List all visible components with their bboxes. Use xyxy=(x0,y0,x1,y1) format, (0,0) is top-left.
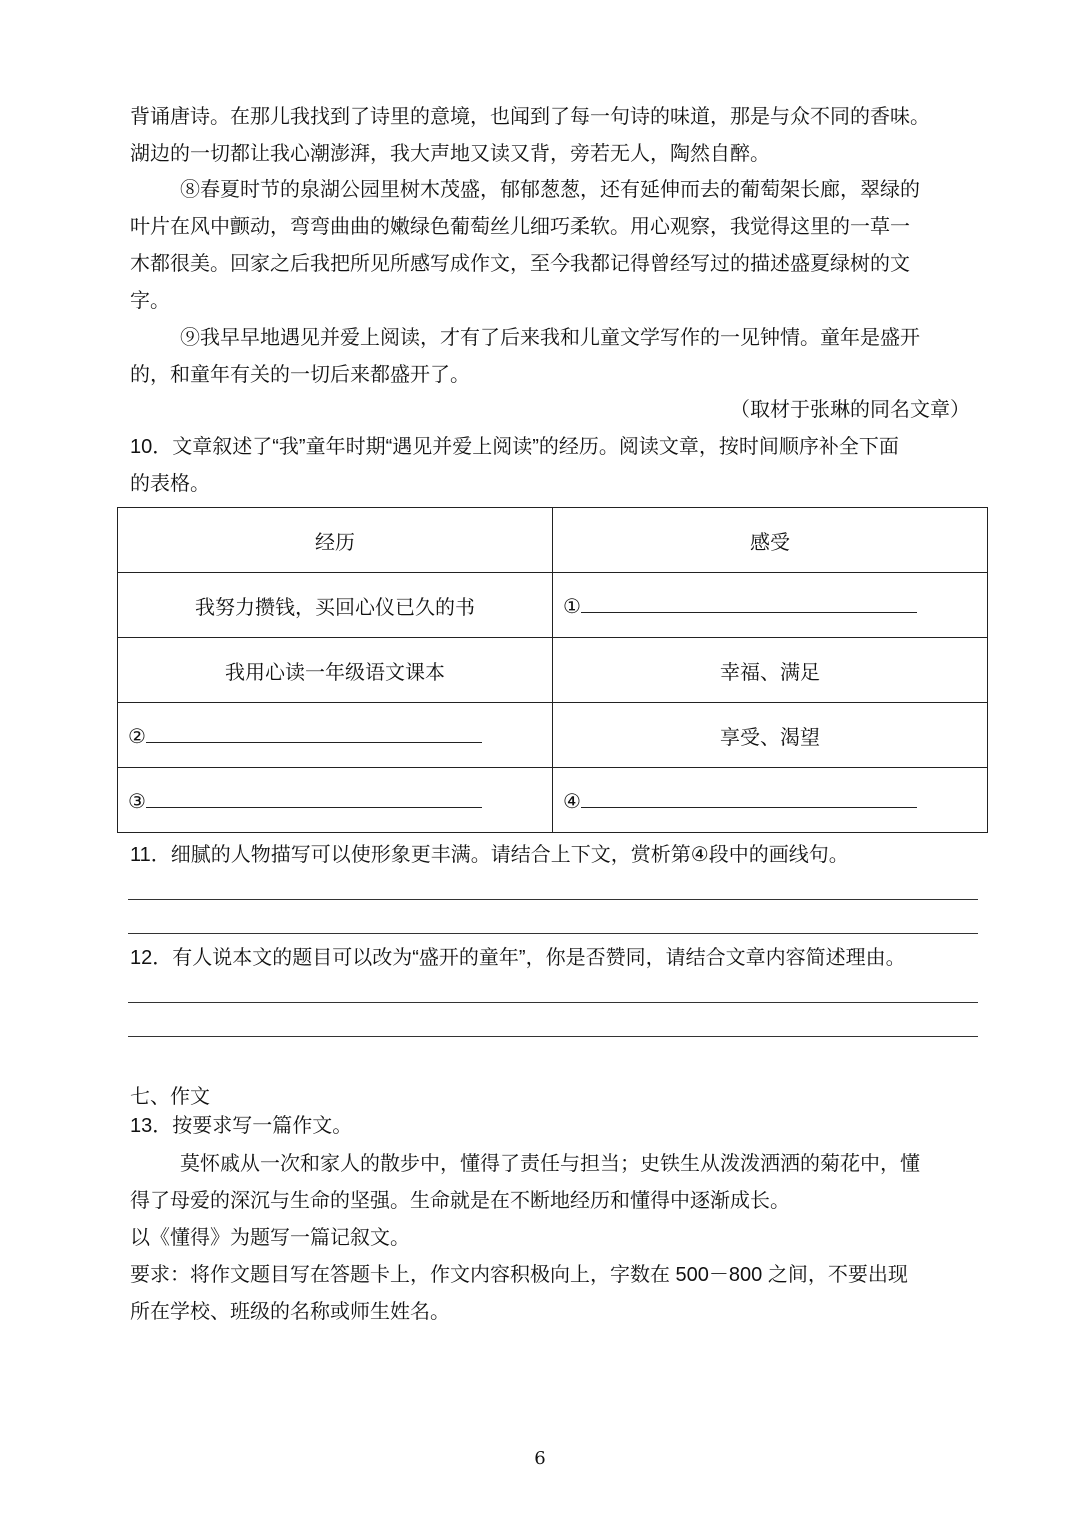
answer-line[interactable] xyxy=(128,1002,978,1003)
experience-table xyxy=(117,507,988,833)
question-11-text: 11．细腻的人物描写可以使形象更丰满。请结合上下文，赏析第④段中的画线句。 xyxy=(130,844,849,866)
question-12-text: 12．有人说本文的题目可以改为“盛开的童年”，你是否赞同，请结合文章内容简述理由。 xyxy=(130,947,906,969)
answer-blank-line[interactable] xyxy=(581,787,917,808)
table-header: 经历 xyxy=(118,508,553,573)
passage-line: 的，和童年有关的一切后来都盛开了。 xyxy=(130,362,470,386)
table-header: 感受 xyxy=(553,508,988,573)
answer-blank-cell[interactable] xyxy=(553,768,988,833)
passage-line: ⑧春夏时节的泉湖公园里树木茂盛，郁郁葱葱，还有延伸而去的葡萄架长廊，翠绿的 xyxy=(180,177,920,201)
circled-number: ① xyxy=(563,595,581,618)
passage-line: 背诵唐诗。在那儿我找到了诗里的意境，也闻到了每一句诗的味道，那是与众不同的香味。 xyxy=(130,104,930,128)
passage-line: 字。 xyxy=(130,288,170,312)
essay-prompt-line: 莫怀戚从一次和家人的散步中，懂得了责任与担当；史铁生从泼泼洒洒的菊花中，懂 xyxy=(180,1151,920,1175)
answer-blank-cell[interactable] xyxy=(553,573,988,638)
answer-blank-line[interactable] xyxy=(146,722,482,743)
answer-blank-cell[interactable] xyxy=(118,768,553,833)
circled-number: ④ xyxy=(563,790,581,813)
page-number: 6 xyxy=(534,1448,546,1469)
circled-number: ③ xyxy=(128,790,146,813)
table-header-row xyxy=(118,508,988,573)
table-row xyxy=(118,703,988,768)
passage-line: 叶片在风中颤动，弯弯曲曲的嫩绿色葡萄丝儿细巧柔软。用心观察，我觉得这里的一草一 xyxy=(130,214,910,238)
answer-blank-line[interactable] xyxy=(146,787,482,808)
answer-blank-cell[interactable] xyxy=(118,703,553,768)
table-cell: 我努力攒钱，买回心仪已久的书 xyxy=(118,573,553,638)
passage-line: 湖边的一切都让我心潮澎湃，我大声地又读又背，旁若无人，陶然自醉。 xyxy=(130,141,770,165)
question-10-text: 10．文章叙述了“我”童年时期“遇见并爱上阅读”的经历。阅读文章，按时间顺序补全下面 xyxy=(130,436,899,458)
passage-line: 木都很美。回家之后我把所见所感写成作文，至今我都记得曾经写过的描述盛夏绿树的文 xyxy=(130,251,910,275)
passage-line: ⑨我早早地遇见并爱上阅读，才有了后来我和儿童文学写作的一见钟情。童年是盛开 xyxy=(180,325,920,349)
table-cell: 我用心读一年级语文课本 xyxy=(118,638,553,703)
question-13-text: 13．按要求写一篇作文。 xyxy=(130,1115,353,1137)
table-row xyxy=(118,638,988,703)
table-row xyxy=(118,768,988,833)
essay-requirements: 所在学校、班级的名称或师生姓名。 xyxy=(130,1301,450,1323)
circled-number: ② xyxy=(128,725,146,748)
table-cell: 享受、渴望 xyxy=(553,703,988,768)
answer-line[interactable] xyxy=(128,1036,978,1037)
essay-title-instruction: 以《懂得》为题写一篇记叙文。 xyxy=(130,1227,410,1249)
answer-line[interactable] xyxy=(128,933,978,934)
passage-source: （取材于张琳的同名文章） xyxy=(730,399,970,421)
table-row xyxy=(118,573,988,638)
table-cell: 幸福、满足 xyxy=(553,638,988,703)
section-heading: 七、作文 xyxy=(130,1084,210,1108)
essay-requirements: 要求：将作文题目写在答题卡上，作文内容积极向上，字数在 500－800 之间，不要出现 xyxy=(130,1264,908,1286)
answer-line[interactable] xyxy=(128,899,978,900)
question-10-text: 的表格。 xyxy=(130,473,210,495)
essay-prompt-line: 得了母爱的深沉与生命的坚强。生命就是在不断地经历和懂得中逐渐成长。 xyxy=(130,1188,790,1212)
answer-blank-line[interactable] xyxy=(581,592,917,613)
